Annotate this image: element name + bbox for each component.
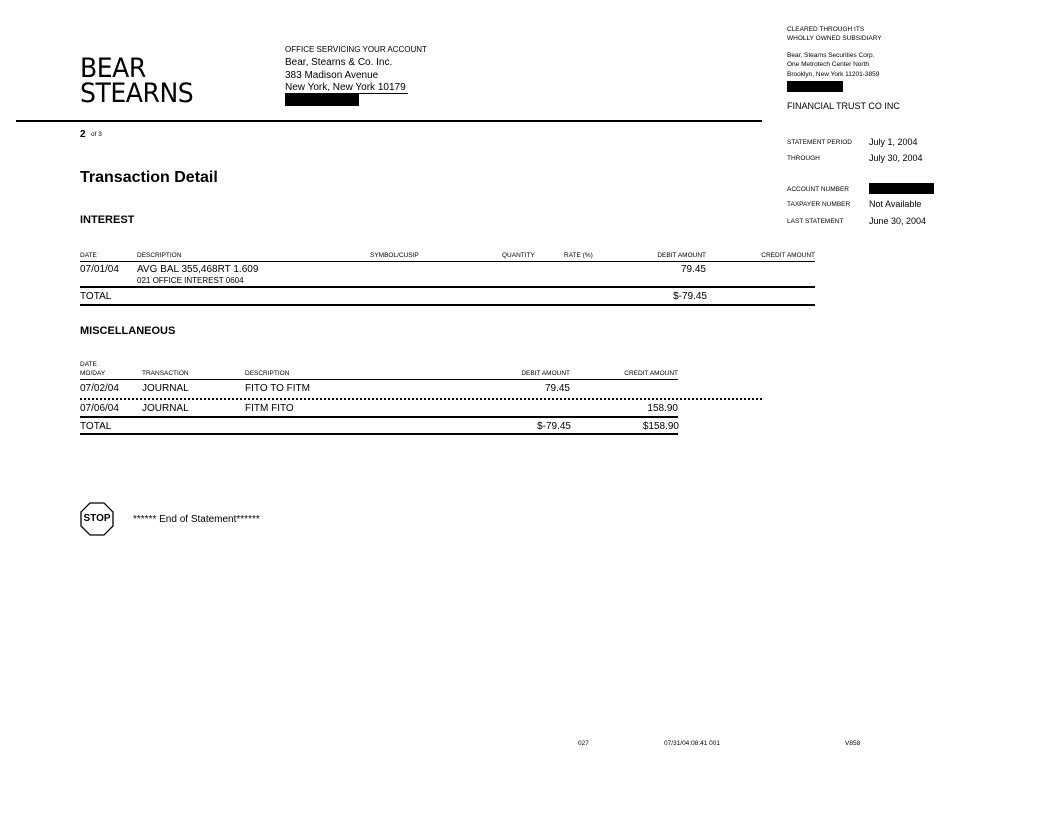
account-number-label: ACCOUNT NUMBER (787, 186, 849, 193)
interest-col-rate: RATE (%) (564, 252, 593, 259)
interest-total-debit: $-79.45 (673, 291, 707, 302)
misc-row-2-credit: 158.90 (647, 403, 678, 414)
page-title: Transaction Detail (80, 169, 218, 186)
misc-total-rule-top (80, 416, 678, 418)
office-line-1: Bear, Stearns & Co. Inc. (285, 57, 393, 68)
misc-col-date-2: MO/DAY (80, 370, 106, 377)
misc-total-debit: $-79.45 (537, 421, 571, 432)
interest-row-date: 07/01/04 (80, 264, 119, 275)
header-rule (16, 120, 762, 122)
stop-sign-icon (80, 502, 114, 536)
interest-header-rule (80, 261, 815, 262)
interest-row-desc-1: AVG BAL 355,468RT 1.609 (137, 264, 259, 275)
interest-col-quantity: QUANTITY (502, 252, 535, 259)
statement-period-label: STATEMENT PERIOD (787, 139, 853, 146)
redaction-clearing (787, 81, 843, 92)
bear-stearns-logo (80, 53, 194, 109)
clearing-heading-2: WHOLLY OWNED SUBSIDIARY (787, 35, 882, 42)
clearing-line-1: Bear, Stearns Securities Corp. (787, 52, 875, 59)
misc-row-2-description: FITM FITO (245, 403, 294, 414)
end-of-statement: ****** End of Statement****** (133, 514, 260, 525)
interest-col-description: DESCRIPTION (137, 252, 182, 259)
misc-dotted-separator (80, 398, 762, 400)
page-number: 2 (80, 129, 86, 140)
interest-total-label: TOTAL (80, 291, 112, 302)
interest-heading: INTEREST (80, 214, 135, 226)
misc-row-1-debit: 79.45 (544, 383, 570, 394)
client-name: FINANCIAL TRUST CO INC (787, 101, 900, 111)
taxpayer-value: Not Available (869, 199, 922, 209)
taxpayer-label: TAXPAYER NUMBER (787, 201, 851, 208)
misc-col-date-1: DATE (80, 361, 97, 368)
footer-code-2: V858 (845, 740, 861, 747)
office-line-3: New York, New York 10179 (285, 82, 406, 93)
misc-col-description: DESCRIPTION (245, 370, 290, 377)
last-statement-value: June 30, 2004 (869, 216, 927, 226)
misc-header-rule (80, 379, 678, 380)
through-label: THROUGH (787, 155, 820, 162)
misc-row-1-date: 07/02/04 (80, 383, 119, 394)
logo-line-1: BEAR (80, 53, 146, 84)
office-line-2: 383 Madison Avenue (285, 70, 379, 81)
clearing-line-2: One Metrotech Center North (787, 61, 870, 68)
interest-total-rule-bottom (80, 304, 815, 306)
misc-col-transaction: TRANSACTION (142, 370, 189, 377)
page-of: of 3 (91, 131, 102, 138)
misc-row-1-description: FITO TO FITM (245, 383, 310, 394)
misc-total-rule-bottom (80, 433, 678, 435)
clearing-heading-1: CLEARED THROUGH ITS (787, 26, 865, 33)
misc-col-debit: DEBIT AMOUNT (521, 370, 570, 377)
interest-col-symbol: SYMBOL/CUSIP (370, 252, 419, 259)
office-heading: OFFICE SERVICING YOUR ACCOUNT (285, 45, 427, 54)
misc-heading: MISCELLANEOUS (80, 325, 176, 337)
misc-total-credit: $158.90 (642, 421, 679, 432)
interest-row-debit: 79.45 (680, 264, 706, 275)
misc-row-2-date: 07/06/04 (80, 403, 119, 414)
clearing-line-3: Brooklyn, New York 11201-3859 (787, 71, 880, 78)
misc-col-credit: CREDIT AMOUNT (624, 370, 678, 377)
interest-col-credit: CREDIT AMOUNT (761, 252, 815, 259)
misc-row-1-transaction: JOURNAL (142, 383, 189, 394)
misc-row-2-transaction: JOURNAL (142, 403, 189, 414)
interest-row-desc-2: 021 OFFICE INTEREST 0604 (137, 276, 244, 285)
interest-col-debit: DEBIT AMOUNT (657, 252, 706, 259)
through-value: July 30, 2004 (869, 153, 923, 163)
statement-period-value: July 1, 2004 (869, 137, 918, 147)
redaction-account-number (869, 183, 934, 194)
interest-col-date: DATE (80, 252, 97, 259)
stop-sign-label: STOP (83, 513, 111, 524)
interest-total-rule-top (80, 286, 815, 288)
last-statement-label: LAST STATEMENT (787, 218, 844, 225)
redaction-office (285, 94, 359, 106)
footer-timestamp: 07/31/04:08:41 001 (664, 740, 721, 747)
misc-total-label: TOTAL (80, 421, 112, 432)
logo-line-2: STEARNS (80, 78, 194, 109)
footer-code-1: 027 (578, 740, 589, 747)
